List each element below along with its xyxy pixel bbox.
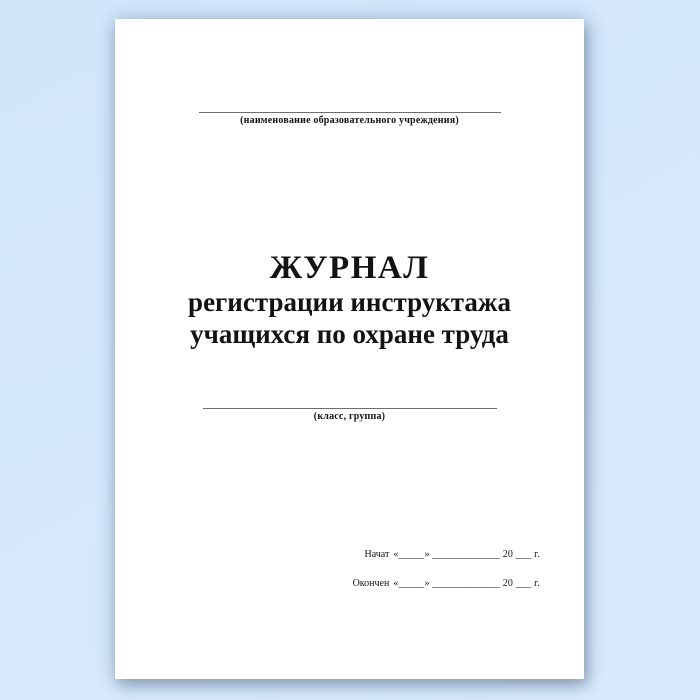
journal-finished-blank: «_____» _____________ 20 ___ г. <box>393 578 540 589</box>
class-group-field <box>203 408 497 422</box>
journal-started-blank: «_____» _____________ 20 ___ г. <box>393 549 540 560</box>
class-group-blank-line <box>203 408 497 409</box>
journal-finished-row <box>353 578 540 590</box>
journal-cover-page <box>115 19 584 679</box>
class-group-caption: (класс, группа) <box>313 411 386 422</box>
institution-name-caption: (наименование образовательного учреждения) <box>240 115 459 126</box>
journal-subtitle-line1: регистрации инструктажа <box>188 287 511 317</box>
journal-title: ЖУРНАЛ <box>269 250 430 286</box>
journal-dates-block <box>353 549 540 607</box>
journal-finished-label: Окончен <box>352 578 390 589</box>
institution-name-blank-line <box>199 112 501 113</box>
title-block <box>115 251 584 349</box>
institution-name-field <box>199 112 501 126</box>
journal-subtitle-line2: учащихся по охране труда <box>190 319 509 349</box>
journal-started-row <box>353 549 540 561</box>
journal-started-label: Начат <box>364 549 390 560</box>
